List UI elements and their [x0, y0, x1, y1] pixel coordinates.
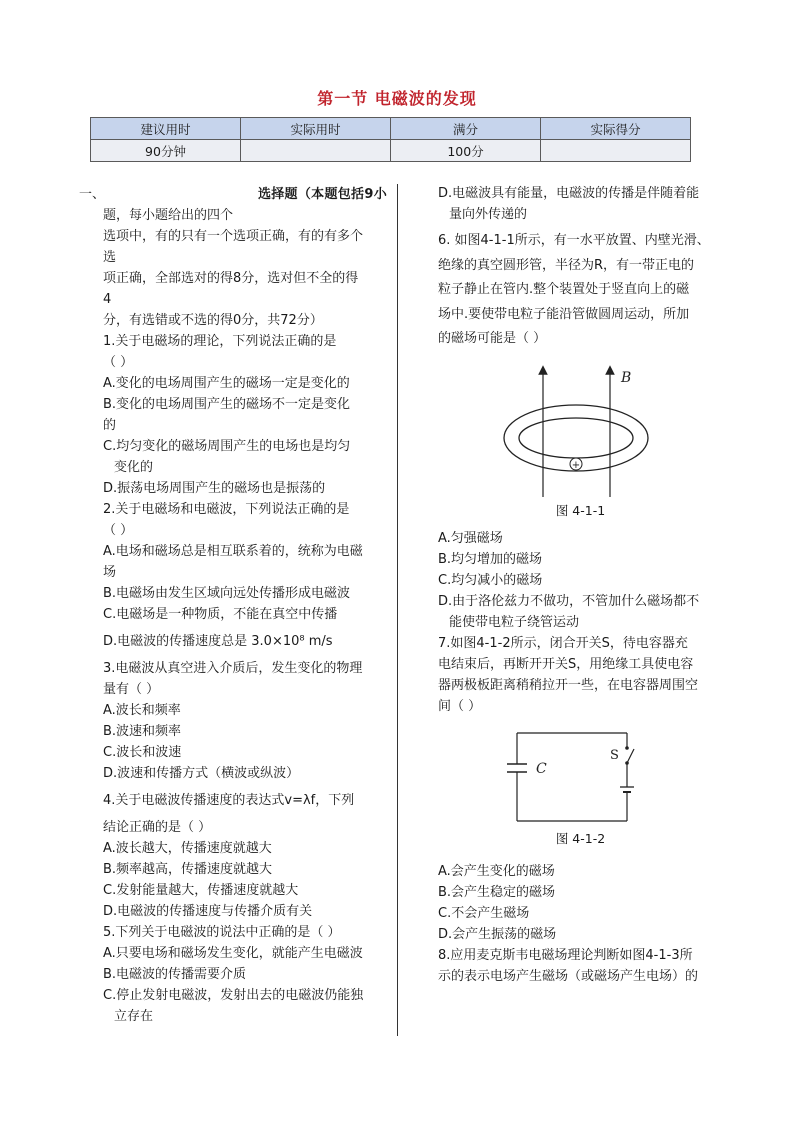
section-number: 一、: [79, 187, 106, 202]
question-stem: 4.关于电磁波传播速度的表达式v=λf，下列: [103, 793, 355, 808]
left-column: [79, 184, 387, 1027]
question-7: [438, 633, 723, 717]
section-title: 选择题（本题包括9小: [257, 187, 387, 202]
value-cell-suggested-time: 90分钟: [91, 140, 241, 162]
question-stem: 6. 如图4-1-1所示，有一水平放置、内壁光滑、: [438, 233, 710, 248]
question-stem: 2.关于电磁场和电磁波，下列说法正确的是: [103, 502, 350, 517]
option-d-cont: 量向外传递的: [449, 207, 528, 222]
section-line: 4: [103, 292, 112, 307]
option-a[interactable]: A.电场和磁场总是相互联系着的，统称为电磁: [103, 544, 363, 559]
question-stem: 量有（ ）: [103, 682, 160, 697]
question-stem: 间（ ）: [438, 698, 482, 714]
question-stem: 电结束后，再断开开关S，用绝缘工具使电容: [438, 656, 694, 672]
column-divider: [397, 184, 398, 1036]
option-b[interactable]: B.波速和频率: [103, 724, 182, 739]
option-b[interactable]: B.电磁波的传播需要介质: [103, 967, 247, 982]
question-stem: 5.下列关于电磁波的说法中正确的是（ ）: [103, 925, 341, 940]
page-title: 第一节 电磁波的发现: [317, 89, 477, 108]
option-a[interactable]: A.波长和频率: [103, 703, 181, 718]
header-cell-full-score: 满分: [391, 118, 541, 140]
svg-text:+: +: [571, 459, 581, 471]
option-d[interactable]: D.由于洛伦兹力不做功，不管加什么磁场都不: [438, 593, 700, 609]
value-cell-actual-time: [241, 140, 391, 162]
option-a[interactable]: A.匀强磁场: [438, 530, 503, 546]
value-cell-full-score: 100分: [391, 140, 541, 162]
option-c[interactable]: C.不会产生磁场: [438, 905, 530, 921]
capacitor-label: C: [536, 760, 547, 777]
question-4: [103, 790, 387, 922]
section-line: 选项中，有的只有一个选项正确，有的有多个: [103, 229, 364, 244]
question-stem: 结论正确的是（ ）: [103, 820, 212, 835]
table-header-row: [91, 118, 691, 140]
option-d[interactable]: D.振荡电场周围产生的磁场也是振荡的: [103, 481, 326, 496]
option-c[interactable]: C.发射能量越大，传播速度就越大: [103, 883, 299, 898]
time-score-table: [90, 117, 691, 162]
option-c-cont: 立存在: [114, 1009, 154, 1024]
section-line: 分，有选错或不选的得0分，共72分）: [103, 313, 323, 328]
field-label-b: B: [621, 369, 632, 386]
option-b[interactable]: B.会产生稳定的磁场: [438, 884, 556, 900]
option-a[interactable]: A.只要电场和磁场发生变化，就能产生电磁波: [103, 946, 363, 961]
question-stem: 示的表示电场产生磁场（或磁场产生电场）的: [438, 968, 699, 984]
question-stem: 7.如图4-1-2所示，闭合开关S，待电容器充: [438, 635, 688, 651]
option-c[interactable]: C.电磁场是一种物质，不能在真空中传播: [103, 607, 338, 622]
header-cell-actual-score: 实际得分: [541, 118, 691, 140]
question-5: [103, 922, 387, 1027]
option-c[interactable]: C.停止发射电磁波，发射出去的电磁波仍能独: [103, 988, 364, 1003]
option-c-cont: 变化的: [114, 460, 154, 475]
option-d[interactable]: D.电磁波具有能量，电磁波的传播是伴随着能: [438, 186, 700, 201]
figure-caption: 图 4-1-2: [555, 830, 606, 846]
option-a-cont: 场: [103, 565, 117, 580]
question-8: [438, 945, 723, 987]
question-1: [103, 331, 387, 499]
option-b[interactable]: B.均匀增加的磁场: [438, 551, 543, 567]
option-a[interactable]: A.会产生变化的磁场: [438, 863, 555, 879]
option-a[interactable]: A.波长越大，传播速度就越大: [103, 841, 272, 856]
question-stem: 的磁场可能是（ ）: [438, 331, 547, 346]
option-c[interactable]: C.波长和波速: [103, 745, 182, 760]
option-b[interactable]: B.频率越高，传播速度就越大: [103, 862, 273, 877]
question-stem: 场中.要使带电粒子能沿管做圆周运动，所加: [438, 306, 690, 322]
question-stem: （ ）: [103, 355, 134, 370]
header-cell-suggested-time: 建议用时: [91, 118, 241, 140]
question-2: [103, 499, 387, 652]
ring-tube-diagram: [438, 362, 723, 502]
header-cell-actual-time: 实际用时: [241, 118, 391, 140]
option-d[interactable]: D.电磁波的传播速度总是 3.0×10⁸ m/s: [103, 634, 333, 649]
figure-4-1-1: [438, 352, 723, 518]
inner-ring: [519, 418, 633, 458]
option-d[interactable]: D.会产生振荡的磁场: [438, 926, 557, 942]
option-d-cont: 能使带电粒子绕管运动: [449, 614, 580, 630]
option-a[interactable]: A.变化的电场周围产生的磁场一定是变化的: [103, 376, 350, 391]
option-b-cont: 的: [103, 418, 117, 433]
section-line: 选: [103, 250, 117, 265]
question-stem: 器两极板距离稍稍拉开一些，在电容器周围空: [438, 677, 699, 693]
figure-caption: 图 4-1-1: [555, 502, 606, 518]
section-line: 项正确，全部选对的得8分，选对但不全的得: [103, 271, 359, 286]
section-heading: [75, 184, 387, 205]
switch-label: S: [610, 747, 619, 763]
value-cell-actual-score: [541, 140, 691, 162]
section-line: 题，每小题给出的四个: [103, 208, 234, 223]
option-b[interactable]: B.变化的电场周围产生的磁场不一定是变化: [103, 397, 351, 412]
question-stem: 8.应用麦克斯韦电磁场理论判断如图4-1-3所: [438, 947, 693, 963]
question-stem: 粒子静止在管内.整个装置处于竖直向上的磁: [438, 282, 690, 297]
question-stem: 1.关于电磁场的理论，下列说法正确的是: [103, 334, 337, 349]
question-stem: （ ）: [103, 523, 134, 538]
figure-4-1-2: [438, 717, 723, 847]
option-d[interactable]: D.电磁波的传播速度与传播介质有关: [103, 904, 313, 919]
option-c[interactable]: C.均匀变化的磁场周围产生的电场也是均匀: [103, 439, 351, 454]
table-value-row: [91, 140, 691, 162]
question-3: [103, 658, 387, 784]
question-6: [438, 229, 723, 352]
capacitor-circuit-diagram: [438, 727, 723, 827]
option-c[interactable]: C.均匀减小的磁场: [438, 572, 543, 588]
option-d[interactable]: D.波速和传播方式（横波或纵波）: [103, 766, 300, 781]
question-stem: 绝缘的真空圆形管，半径为R，有一带正电的: [438, 257, 695, 273]
right-column: [438, 183, 723, 987]
question-6-options: [438, 528, 723, 633]
option-b[interactable]: B.电磁场由发生区域向远处传播形成电磁波: [103, 586, 351, 601]
question-7-options: [438, 861, 723, 945]
question-stem: 3.电磁波从真空进入介质后，发生变化的物理: [103, 661, 363, 676]
switch-icon: [627, 749, 634, 763]
